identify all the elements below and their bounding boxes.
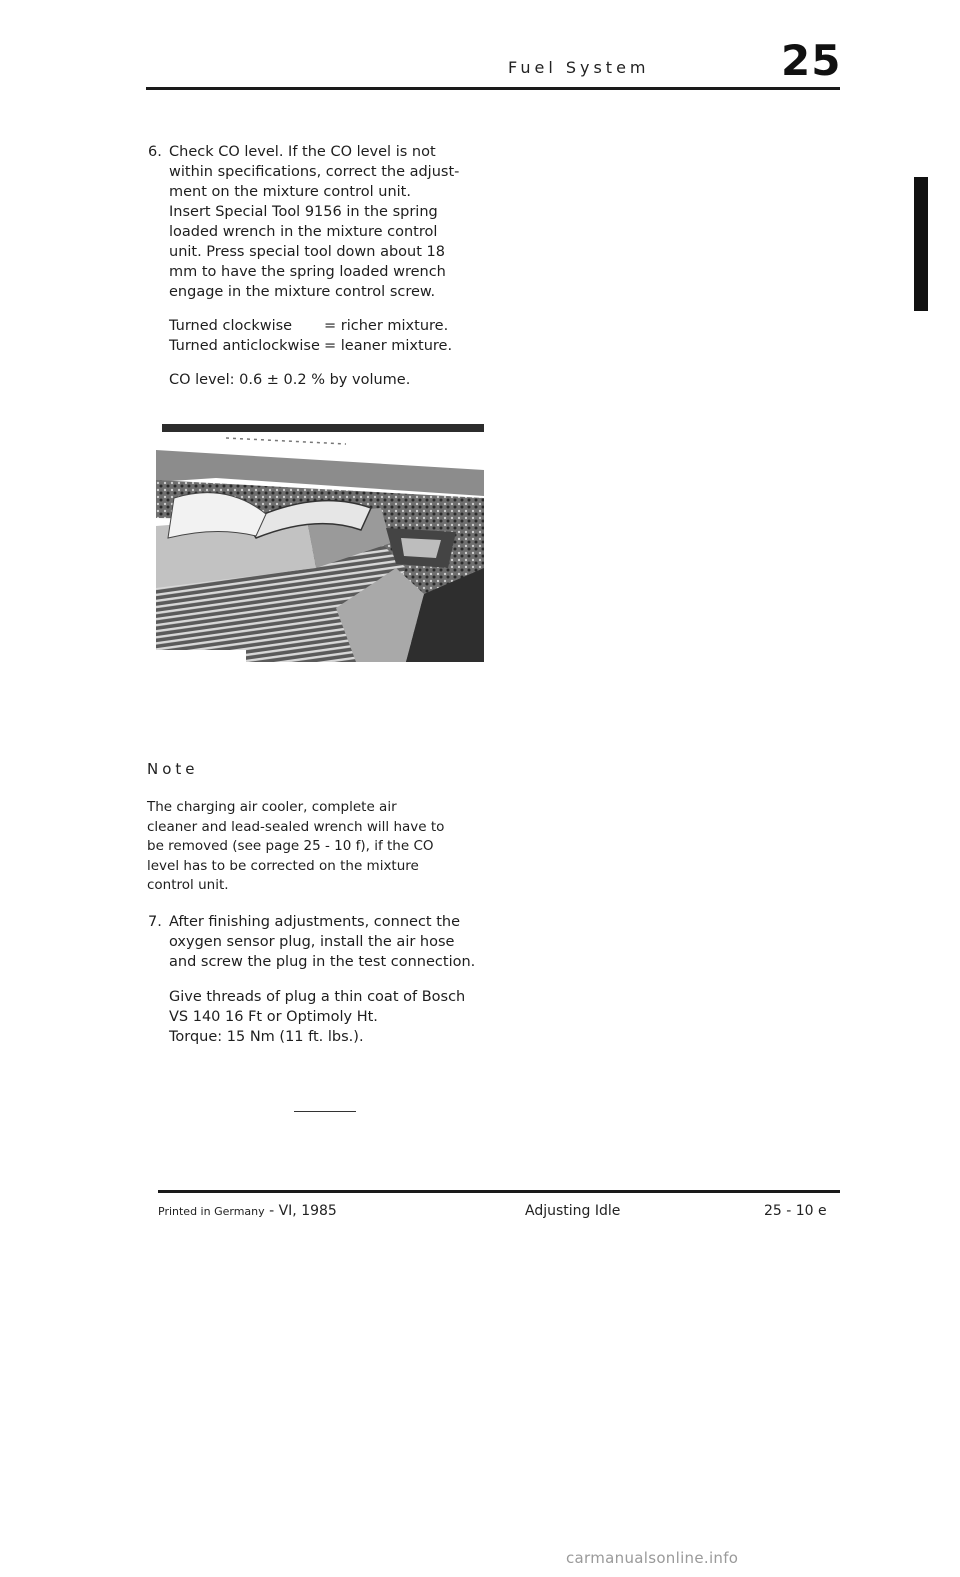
step-7-line: oxygen sensor plug, install the air hose [169,934,455,950]
side-tab-marker [914,177,928,311]
footer-printed-in: Printed in Germany [158,1205,265,1218]
note-line: The charging air cooler, complete air [147,799,397,815]
section-number: 25 [781,36,842,85]
turn-row-clockwise [169,316,488,336]
step-6-line: Insert Special Tool 9156 in the spring [169,204,438,220]
step-6-line: mm to have the spring loaded wrench [169,264,446,280]
turn-value: = leaner mixture. [324,338,453,354]
turn-label: Turned clockwise [169,318,293,334]
note-line: level has to be corrected on the mixture [147,857,419,874]
note-line: cleaner and lead-sealed wrench will have to [147,818,445,835]
step-6-line: engage in the mixture control screw. [169,284,436,300]
step-6-line: loaded wrench in the mixture control [169,224,438,240]
footer-section-title: Adjusting Idle [525,1203,621,1219]
step-7-line: Torque: 15 Nm (11 ft. lbs.). [169,1029,364,1045]
step-7-line: and screw the plug in the test connection. [169,954,476,970]
header-rule [146,87,840,90]
header-title: Fuel System [508,58,650,77]
co-level-spec: CO level: 0.6 ± 0.2 % by volume. [169,372,411,388]
step-6 [148,142,488,390]
note-text [147,798,487,896]
footer-rule [158,1190,840,1193]
step-6-number: 6. [148,144,162,160]
step-6-line: Check CO level. If the CO level is not [169,144,436,160]
turn-value: = richer mixture. [324,318,449,334]
note-heading: Note [147,760,199,778]
step-6-line: ment on the mixture control unit. [169,184,411,200]
step-7-line: Give threads of plug a thin coat of Bosch [169,989,466,1005]
turn-row-anticlockwise [169,336,488,356]
footer-page-number: 25 - 10 e [764,1203,827,1219]
note-line: control unit. [147,877,229,893]
engine-photo [156,418,484,662]
step-7-line: After finishing adjustments, connect the [169,914,461,930]
end-of-section-rule [294,1111,356,1112]
turn-label: Turned anticlockwise [169,338,320,354]
step-7-line: VS 140 16 Ft or Optimoly Ht. [169,1009,378,1025]
step-6-line: within specifications, correct the adjust- [169,164,460,180]
footer-edition: - VI, 1985 [269,1203,337,1219]
step-7 [148,912,488,1047]
step-7-number: 7. [148,914,162,930]
note-line: be removed (see page 25 - 10 f), if the CO [147,838,434,854]
watermark-text: carmanualsonline.info [566,1549,739,1567]
footer-printed [158,1203,337,1219]
step-6-line: unit. Press special tool down about 18 [169,244,445,260]
